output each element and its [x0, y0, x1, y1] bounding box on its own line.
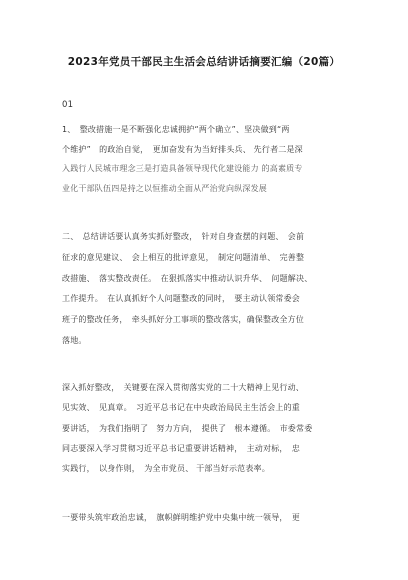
paragraph-line: 要讲话， 为我们指明了 努力方向， 提供了 根本遵循。 市委常委 [62, 423, 313, 433]
paragraph-line: 同志要深入学习贯彻习近平总书记重要讲话精神， 主动对标， 忠 [62, 443, 300, 453]
paragraph-line: 一要带头筑牢政治忠诚， 旗帜鲜明维护党中央集中统一领导， 更 [62, 513, 300, 522]
document-title: 2023年党员干部民主生活会总结讲话摘要汇编（20篇） [67, 56, 341, 68]
paragraph-3 [62, 378, 362, 479]
paragraph-line: 见实效、 见真章。 习近平总书记在中央政治局民主生活会上的重 [62, 403, 300, 413]
paragraph-line: 入践行人民城市理念三是打造具备领导现代化建设能力 的高素质专 [62, 164, 303, 173]
paragraph-line: 个维护” 的政治自觉， 更加奋发有为当好排头兵、 先行者二是深 [62, 144, 303, 154]
paragraph-4 [62, 508, 362, 528]
paragraph-line: 落地。 [62, 335, 87, 345]
paragraph-line: 业化干部队伍四是持之以恒推动全面从严治党向纵深发展 [62, 183, 267, 193]
paragraph-line: 二、 总结讲话要认真务实抓好整改， 针对自身查摆的问题、 会前 [62, 232, 305, 241]
paragraph-line: 1、 整改措施一是不断强化忠诚拥护“两个确立”、坚决做到“两 [62, 125, 290, 134]
paragraph-line: 改措施、 落实整改责任。 在狠抓落实中推动认识升华、 问题解决、 [62, 273, 313, 283]
paragraph-line: 班子的整改任务， 牵头抓好分工事项的整改落实，确保整改全方位 [62, 315, 304, 325]
paragraph-line: 深入抓好整改， 关键要在深入贯彻落实党的二十大精神上见行动、 [62, 383, 304, 392]
paragraph-2 [62, 227, 362, 352]
paragraph-line: 工作提升。 在认真抓好个人问题整改的同时， 要主动认领常委会 [62, 294, 300, 304]
paragraph-line: 征求的意见建议、 会上相互的批评意见， 制定问题清单、 完善整 [62, 252, 305, 262]
paragraph-1 [62, 120, 362, 198]
paragraph-line: 实践行， 以身作则， 为全市党员、 干部当好示范表率。 [62, 464, 270, 474]
section-number: 01 [62, 100, 74, 110]
